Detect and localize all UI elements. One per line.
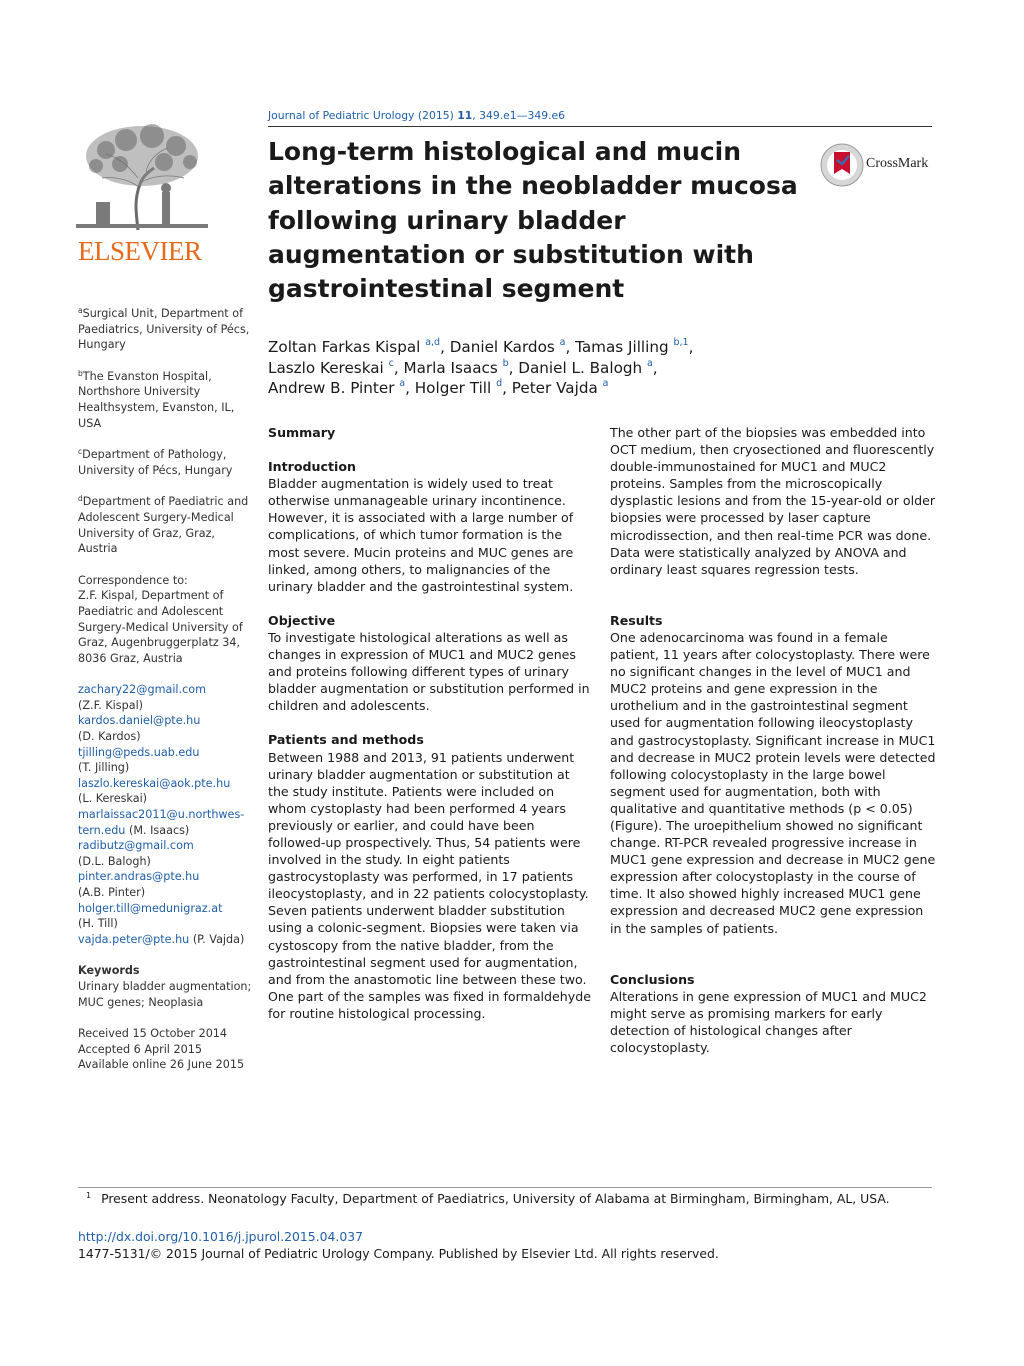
author: Daniel Kardos: [449, 338, 555, 356]
email-owner: (M. Isaacs): [128, 823, 190, 837]
publisher-name: ELSEVIER: [78, 236, 202, 266]
author-affil[interactable]: a,d: [425, 337, 441, 348]
email-owner: (H. Till): [78, 917, 118, 931]
doi-link[interactable]: http://dx.doi.org/10.1016/j.jpurol.2015.04.037: [78, 1229, 363, 1244]
conclusions-text: Alterations in gene expression of MUC1 and MUC2 might serve as promising markers for early detection of histological changes after colocystoplasty.: [610, 988, 927, 1055]
email-owner: (A.B. Pinter): [78, 886, 146, 899]
keywords-label: Keywords: [78, 964, 140, 978]
email-link[interactable]: holger.till@medunigraz.at: [78, 901, 223, 915]
results-text: One adenocarcinoma was found in a female patient, 11 years after colocystoplasty. There were no significant changes in the level of MUC1 and MUC2 proteins and gene expression in the urothelium and in the gastrointestinal segment used for augmentation following ileocystoplasty and gastrocystoplasty. Significant increase in MUC1 and decrease in MUC2 protein levels were detected following colocystoplasty in the large bowel segment used for augmentation, both with qualitative and quantitative methods (p < 0.05) (Figure). The uroepithelium showed no significant change. RT-PCR revealed progressive increase in MUC1 gene expression and decrease in MUC2 gene expression after colocystoplasty in the course of time. It also showed highly increased MUC1 gene expression and decreased MUC2 gene expression in the samples of patients.: [610, 629, 936, 936]
author-affil[interactable]: b,1: [673, 337, 689, 348]
elsevier-tree-logo: [76, 122, 208, 232]
email-link[interactable]: pinter.andras@pte.hu: [78, 870, 200, 884]
author: Tamas Jilling: [575, 338, 669, 356]
keywords-text: Urinary bladder augmentation; MUC genes; Neoplasia: [78, 979, 252, 1009]
email-link[interactable]: kardos.daniel@pte.hu: [78, 714, 201, 728]
conclusions-heading: Conclusions: [610, 971, 695, 987]
email-owner: (L. Kereskai): [78, 792, 148, 806]
email-owner: (P. Vajda): [192, 932, 245, 946]
author-affil[interactable]: a: [399, 378, 406, 390]
methods-heading: Patients and methods: [268, 732, 424, 748]
email-link[interactable]: laszlo.kereskai@aok.pte.hu: [78, 776, 231, 790]
crossmark-label[interactable]: CrossMark: [866, 156, 929, 171]
author-affil[interactable]: b: [502, 357, 509, 369]
objective-text: To investigate histological alterations as well as changes in expression of MUC1 and MUC2 genes and proteins following different types of urinary bladder augmentation or substitution performed in children and adolescents.: [268, 629, 590, 714]
correspondence-address: Z.F. Kispal, Department of Paediatric and Adolescent Surgery-Medical University of Graz, Augenbruggerplatz 34, 8036 Graz, Austria: [78, 589, 243, 665]
email-owner: (D. Kardos): [78, 730, 141, 744]
journal-citation[interactable]: Journal of Pediatric Urology (2015) 11, 349.e1—349.e6: [268, 109, 566, 122]
author: Daniel L. Balogh: [518, 358, 643, 377]
email-list: [78, 682, 252, 947]
article-dates: [78, 1026, 252, 1073]
methods-text: Between 1988 and 2013, 91 patients underwent urinary bladder augmentation or substitution at the study institute. Patients were included on whom cystoplasty had been performed 4 years previously or earlier, and could have been followed-up prospectively. Thus, 54 patients were involved in the study. In eight patients gastrocystoplasty was performed, in 17 patients ileocystoplasty, and in 22 patients colocystoplasty. Seven patients underwent bladder substitution using a colonic-segment. Biopsies were taken via cystoscopy from the native bladder, from the gastrointestinal segment used for augmentation, and from the anastomotic line between these two. One part of the samples was fixed in formaldehyde for routine histological processing.: [268, 749, 591, 1021]
affiliation-a: $^a$Surgical Unit, Department of Paediatrics, University of Pécs, Hungary: [78, 306, 250, 352]
author: Laszlo Kereskai: [268, 358, 384, 377]
author-affil[interactable]: a: [646, 357, 653, 369]
introduction-heading: Introduction: [268, 459, 356, 475]
footnote: $^1$ Present address. Neonatology Faculty, Department of Paediatrics, University of Alabama at Birmingham, Birmingham, AL, USA.: [86, 1191, 890, 1206]
accepted-date: Accepted 6 April 2015: [78, 1042, 202, 1056]
sidebar: [78, 306, 252, 1089]
article-title: Long-term histological and mucin alterations in the neobladder mucosa following urinary bladder augmentation or substitution with gastrointestinal segment: [268, 137, 798, 304]
author: Marla Isaacs: [403, 358, 498, 377]
results-heading: Results: [610, 612, 663, 628]
email-owner: (Z.F. Kispal): [78, 698, 144, 712]
email-owner: (D.L. Balogh): [78, 854, 151, 868]
summary-heading: Summary: [268, 425, 336, 440]
author: Peter Vajda: [511, 379, 598, 398]
online-date: Available online 26 June 2015: [78, 1058, 245, 1072]
introduction-text: Bladder augmentation is widely used to treat otherwise unmanageable urinary incontinence. However, it is associated with a large number of complications, of which tumor formation is the most severe. Mucin proteins and MUC genes are linked, among others, to malignancies of the urinary bladder and the gastrointestinal system.: [268, 476, 574, 594]
header-rule: [268, 126, 932, 127]
methods-text-continued: The other part of the biopsies was embedded into OCT medium, then cryosectioned and fluorescently double-immunostained for MUC1 and MUC2 proteins. Samples from the microscopically dysplastic lesions and from the 15-year-old or older biopsies were processed by laser capture microdissection, and then real-time PCR was done. Data were statistically analyzed by ANOVA and ordinary least squares regression tests.: [610, 425, 936, 577]
email-link[interactable]: radibutz@gmail.com: [78, 839, 194, 853]
email-link[interactable]: tjilling@peds.uab.edu: [78, 745, 200, 759]
author: Holger Till: [414, 379, 492, 398]
author: Zoltan Farkas Kispal: [268, 338, 421, 356]
email-link-cont[interactable]: tern.edu: [78, 823, 126, 837]
author-list: Zoltan Farkas Kispal $^{a,d}$, Daniel Kardos $^a$, Tamas Jilling $^{b,1}$, Laszlo Kereskai $^c$, Marla Isaacs $^b$, Daniel L. Balogh $^a$, Andrew B. Pinter $^a$, Holger Till $^d$, Peter Vajda $^a$: [268, 337, 694, 398]
email-link[interactable]: zachary22@gmail.com: [78, 683, 206, 697]
abstract-column-2: [610, 424, 936, 1056]
correspondence-label: Correspondence to:: [78, 573, 188, 587]
received-date: Received 15 October 2014: [78, 1027, 228, 1041]
email-link[interactable]: marlaissac2011@u.northwes-: [78, 808, 245, 822]
affiliation-d: $^d$Department of Paediatric and Adolescent Surgery-Medical University of Graz, Graz, Austria: [78, 494, 249, 556]
keywords: [78, 963, 252, 1010]
author: Andrew B. Pinter: [268, 379, 395, 398]
email-owner: (T. Jilling): [78, 761, 130, 775]
email-link[interactable]: vajda.peter@pte.hu: [78, 932, 190, 946]
correspondence: [78, 573, 252, 667]
affiliation-c: $^c$Department of Pathology, University of Pécs, Hungary: [78, 447, 233, 477]
author-affil[interactable]: a: [602, 378, 609, 390]
abstract-column-1: [268, 424, 594, 1022]
author-affil[interactable]: d: [496, 378, 503, 390]
author-affil[interactable]: c: [388, 357, 394, 369]
copyright-line: 1477-5131/© 2015 Journal of Pediatric Urology Company. Published by Elsevier Ltd. All rights reserved.: [78, 1246, 719, 1261]
author-affil[interactable]: a: [559, 337, 566, 348]
objective-heading: Objective: [268, 612, 336, 628]
footnote-rule: [78, 1187, 932, 1188]
affiliation-b: $^b$The Evanston Hospital, Northshore University Healthsystem, Evanston, IL, USA: [78, 368, 235, 430]
